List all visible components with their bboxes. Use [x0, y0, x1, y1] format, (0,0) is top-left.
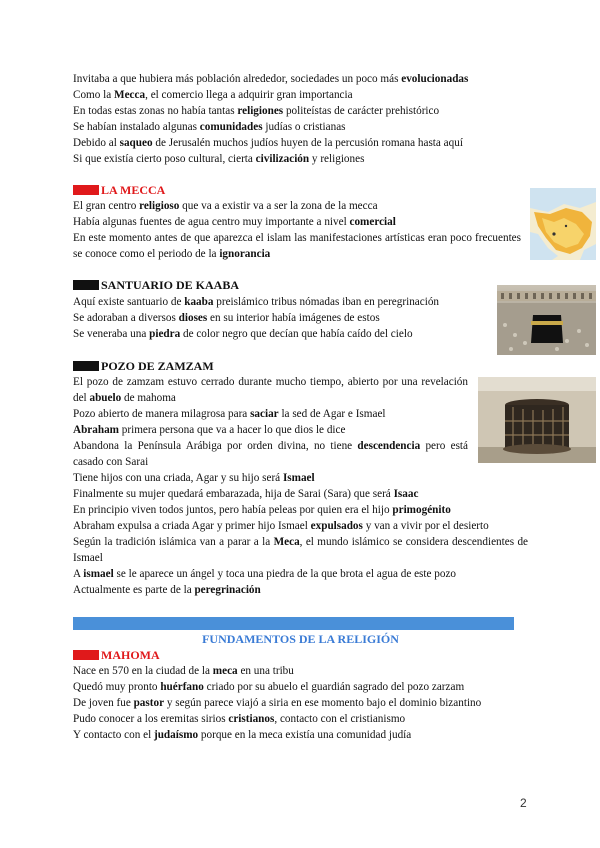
intro-line	[73, 135, 463, 151]
fundamentos-title: FUNDAMENTOS DE LA RELIGIÓN	[202, 632, 399, 646]
text-run: En principio viven todos juntos, pero había peleas por quien era el hijo	[73, 504, 393, 516]
page-number: 2	[520, 796, 527, 810]
meca-line	[73, 198, 378, 214]
text-run: Actualmente es parte de la	[73, 584, 195, 596]
text-run: preislámico tribus nómadas iban en peregrinación	[213, 296, 440, 308]
text-run: Había algunas fuentes de agua centro muy importante a nivel	[73, 216, 350, 228]
text-run: de mahoma	[121, 392, 176, 404]
bold-term: piedra	[149, 328, 181, 340]
arabia-map-image	[530, 188, 596, 260]
intro-line	[73, 151, 364, 167]
text-run: Abraham expulsa a criada Agar y primer hijo Ismael	[73, 520, 311, 532]
mahoma-line	[73, 695, 481, 711]
text-run: se le aparece un ángel y toca una piedra de la que brota el agua de este pozo	[113, 568, 457, 580]
text-run: En este momento antes de que aparezca el islam las manifestaciones artísticas eran poco frecuentes se conoce como el periodo de la	[73, 232, 521, 260]
text-run: Abandona la Península Arábiga por orden divina, no tiene	[73, 440, 358, 452]
text-run: Finalmente su mujer quedará embarazada, hija de Sarai (Sara) que será	[73, 488, 394, 500]
bold-term: huérfano	[160, 681, 204, 693]
bold-term: Abraham	[73, 424, 119, 436]
bold-term: ismael	[83, 568, 114, 580]
heading-marker	[73, 185, 99, 195]
text-run: Invitaba a que hubiera más población alrededor, sociedades un poco más	[73, 73, 402, 85]
bold-term: comercial	[349, 216, 396, 228]
zamzam-line	[73, 486, 418, 502]
mahoma-line	[73, 711, 405, 727]
bold-term: civilización	[255, 153, 310, 165]
section-heading-zamzam: POZO DE ZAMZAM	[73, 358, 214, 374]
zamzam-line	[73, 470, 315, 486]
bold-term: abuelo	[89, 392, 122, 404]
meca-line	[73, 214, 396, 230]
text-run: Se adoraban a diversos	[73, 312, 179, 324]
intro-line	[73, 119, 346, 135]
bold-term: peregrinación	[194, 584, 261, 596]
bold-term: judaísmo	[153, 729, 199, 741]
kaaba-line	[73, 326, 413, 342]
text-run: en su interior había imágenes de estos	[207, 312, 380, 324]
text-run: Pozo abierto de manera milagrosa para	[73, 408, 251, 420]
text-run: Tiene hijos con una criada, Agar y su hijo será	[73, 472, 283, 484]
heading-marker	[73, 280, 99, 290]
text-run: , el comercio llega a adquirir gran importancia	[145, 89, 353, 101]
text-run: Pudo conocer a los eremitas sirios	[73, 713, 229, 725]
section-heading-meca: LA MECCA	[73, 182, 165, 198]
zamzam-line	[73, 518, 489, 534]
meca-line	[73, 230, 521, 262]
mahoma-line	[73, 727, 411, 743]
text-run: de color negro que decían que había caído del cielo	[180, 328, 413, 340]
bold-term: Ismael	[282, 472, 315, 484]
text-run: , el mundo islámico se considera descendientes de Ismael	[73, 536, 528, 564]
text-run: A	[73, 568, 84, 580]
text-run: y religiones	[309, 153, 365, 165]
zamzam-well-photo-image	[478, 377, 596, 463]
section-banner	[73, 617, 514, 630]
text-run: Si que existía cierto poso cultural, cierta	[73, 153, 256, 165]
kaaba-line	[73, 310, 380, 326]
kaaba-line	[73, 294, 439, 310]
zamzam-line	[73, 502, 451, 518]
zamzam-line	[73, 566, 456, 582]
intro-line	[73, 87, 353, 103]
section-heading-kaaba: SANTUARIO DE KAABA	[73, 277, 239, 293]
bold-term: Meca	[273, 536, 300, 548]
text-run: y van a vivir por el desierto	[362, 520, 489, 532]
section-heading-mahoma: MAHOMA	[73, 647, 160, 663]
zamzam-line	[73, 438, 468, 470]
text-run: Como la	[73, 89, 115, 101]
bold-term: religiones	[237, 105, 284, 117]
bold-term: evolucionadas	[401, 73, 469, 85]
mahoma-line	[73, 679, 464, 695]
bold-term: saqueo	[119, 137, 153, 149]
text-run: Según la tradición islámica van a parar a la	[73, 536, 274, 548]
text-run: Nace en 570 en la ciudad de la	[73, 665, 213, 677]
text-run: pero está casado con Sarai	[73, 440, 469, 468]
bold-term: religioso	[139, 200, 180, 212]
text-run: que va a existir va a ser la zona de la mecca	[179, 200, 378, 212]
bold-term: kaaba	[184, 296, 214, 308]
text-run: Se habían instalado algunas	[73, 121, 200, 133]
text-run: Y contacto con el	[73, 729, 154, 741]
text-run: judías o cristianas	[262, 121, 346, 133]
text-run: El pozo de zamzam estuvo cerrado durante mucho tiempo, abierto por una revelación del	[73, 376, 468, 404]
zamzam-line	[73, 422, 345, 438]
bold-term: primogénito	[392, 504, 451, 516]
bold-term: ignorancia	[219, 248, 271, 260]
bold-term: descendencia	[357, 440, 421, 452]
text-run: criado por su abuelo el guardián sagrado del pozo zarzam	[203, 681, 465, 693]
intro-line	[73, 103, 439, 119]
mahoma-line	[73, 663, 294, 679]
text-run: , contacto con el cristianismo	[274, 713, 406, 725]
bold-term: Mecca	[114, 89, 146, 101]
text-run: en una tribu	[237, 665, 294, 677]
zamzam-line	[73, 534, 528, 566]
text-run: Quedó muy pronto	[73, 681, 161, 693]
bold-term: pastor	[133, 697, 165, 709]
heading-marker	[73, 361, 99, 371]
text-run: porque en la meca existía una comunidad judía	[198, 729, 412, 741]
text-run: de Jerusalén muchos judíos huyen de la percusión romana hasta aquí	[152, 137, 463, 149]
bold-term: expulsados	[310, 520, 363, 532]
text-run: primera persona que va a hacer lo que dios le dice	[119, 424, 346, 436]
kaaba-photo-image	[497, 285, 596, 355]
heading-marker	[73, 650, 99, 660]
zamzam-line	[73, 374, 468, 406]
intro-line	[73, 71, 468, 87]
text-run: El gran centro	[73, 200, 140, 212]
bold-term: Isaac	[393, 488, 419, 500]
text-run: politeístas de carácter prehistórico	[283, 105, 440, 117]
zamzam-line	[73, 582, 261, 598]
bold-term: meca	[212, 665, 238, 677]
zamzam-line	[73, 406, 386, 422]
text-run: De joven fue	[73, 697, 134, 709]
bold-term: cristianos	[228, 713, 275, 725]
text-run: Aquí existe santuario de	[73, 296, 185, 308]
text-run: Se veneraba una	[73, 328, 150, 340]
bold-term: comunidades	[199, 121, 263, 133]
text-run: Debido al	[73, 137, 120, 149]
text-run: y según parece viajó a siria en ese momento bajo el dominio bizantino	[164, 697, 482, 709]
bold-term: saciar	[250, 408, 279, 420]
text-run: la sed de Agar e Ismael	[278, 408, 386, 420]
text-run: En todas estas zonas no había tantas	[73, 105, 238, 117]
bold-term: dioses	[178, 312, 208, 324]
